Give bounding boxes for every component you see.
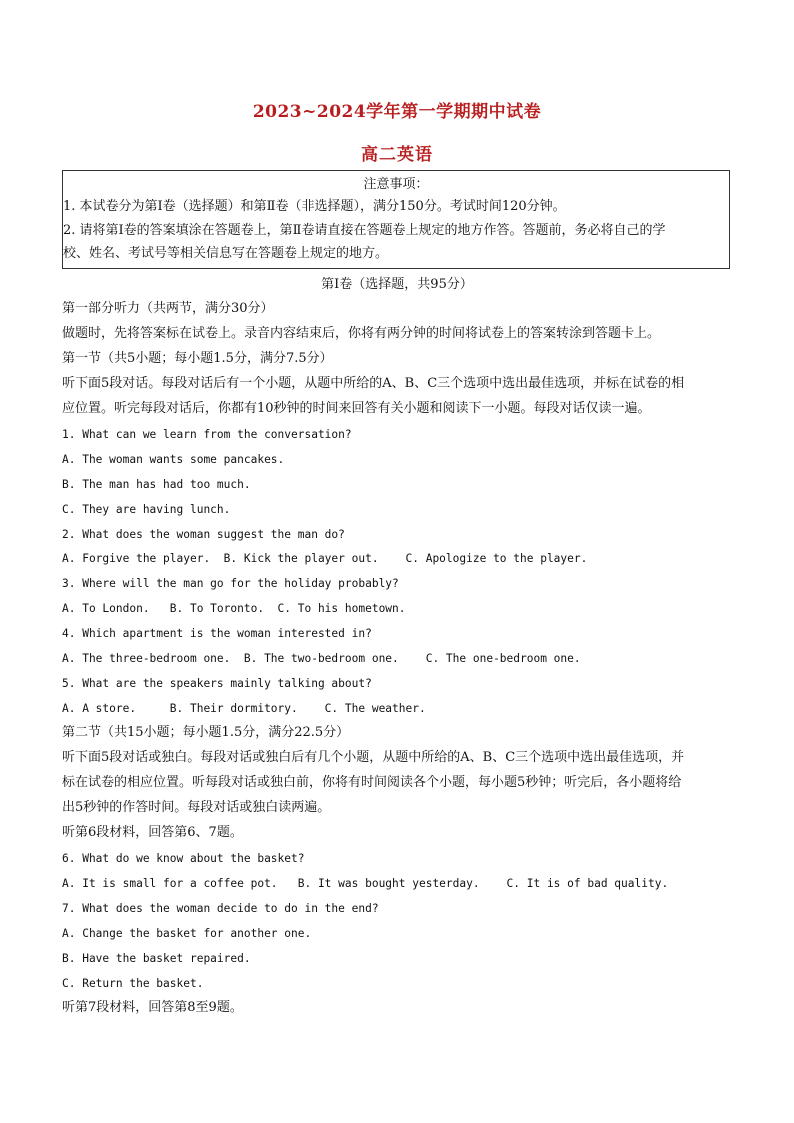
question-1-option-a: A. The woman wants some pancakes. <box>62 453 285 466</box>
section2-desc-line2: 标在试卷的相应位置。听每段对话或独白前，你将有时间阅读各个小题，每小题5秒钟；听完后，各小题将给 <box>62 775 682 790</box>
question-6: 6. What do we know about the basket? <box>62 852 305 865</box>
notice-item-2b: 校、姓名、考试号等相关信息写在答题卷上规定的地方。 <box>63 246 389 261</box>
question-3: 3. Where will the man go for the holiday probably? <box>62 577 399 590</box>
material-7-heading: 听第7段材料，回答第8至9题。 <box>62 1000 243 1015</box>
section1-desc-line1: 听下面5段对话。每段对话后有一个小题，从题中所给的A、B、C三个选项中选出最佳选项，并标在试卷的相 <box>62 376 685 391</box>
section1-heading: 第一节（共5小题；每小题1.5分，满分7.5分） <box>62 351 333 366</box>
section1-desc-line2: 应位置。听完每段对话后，你都有10秒钟的时间来回答有关小题和阅读下一小题。每段对话仅读一遍。 <box>62 401 651 416</box>
listening-instruction: 做题时，先将答案标在试卷上。录音内容结束后，你将有两分钟的时间将试卷上的答案转涂到答题卡上。 <box>62 326 661 341</box>
section2-desc-line3: 出5秒钟的作答时间。每段对话或独白读两遍。 <box>62 800 331 815</box>
question-7-option-a: A. Change the basket for another one. <box>62 927 312 940</box>
section2-heading: 第二节（共15小题；每小题1.5分，满分22.5分） <box>62 725 350 740</box>
exam-title: 2023~2024学年第一学期期中试卷 <box>252 102 542 122</box>
question-1-option-b: B. The man has had too much. <box>62 478 251 491</box>
notice-box <box>62 170 730 269</box>
notice-heading: 注意事项： <box>363 177 429 192</box>
notice-item-1: 1. 本试卷分为第Ⅰ卷（选择题）和第Ⅱ卷（非选择题），满分150分。考试时间120分钟。 <box>63 199 566 214</box>
material-6-heading: 听第6段材料，回答第6、7题。 <box>62 825 243 840</box>
question-7-option-b: B. Have the basket repaired. <box>62 952 251 965</box>
question-5-options: A. A store. B. Their dormitory. C. The weather. <box>62 702 426 715</box>
volume1-heading: 第Ⅰ卷（选择题，共95分） <box>321 277 473 292</box>
question-4: 4. Which apartment is the woman interested in? <box>62 627 372 640</box>
part1-heading: 第一部分听力（共两节，满分30分） <box>62 301 274 316</box>
notice-item-2a: 2. 请将第Ⅰ卷的答案填涂在答题卷上，第Ⅱ卷请直接在答题卷上规定的地方作答。答题前，务必将自己的学 <box>63 223 666 238</box>
question-1-option-c: C. They are having lunch. <box>62 503 231 516</box>
question-6-options: A. It is small for a coffee pot. B. It was bought yesterday. C. It is of bad quality. <box>62 877 669 890</box>
question-3-options: A. To London. B. To Toronto. C. To his hometown. <box>62 602 406 615</box>
exam-subject: 高二英语 <box>361 145 433 165</box>
question-2-options: A. Forgive the player. B. Kick the player out. C. Apologize to the player. <box>62 552 588 565</box>
section2-desc-line1: 听下面5段对话或独白。每段对话或独白后有几个小题，从题中所给的A、B、C三个选项中选出最佳选项，并 <box>62 750 685 765</box>
question-4-options: A. The three-bedroom one. B. The two-bedroom one. C. The one-bedroom one. <box>62 652 581 665</box>
question-2: 2. What does the woman suggest the man do? <box>62 528 345 541</box>
question-1: 1. What can we learn from the conversation? <box>62 428 352 441</box>
question-7: 7. What does the woman decide to do in the end? <box>62 902 379 915</box>
question-5: 5. What are the speakers mainly talking about? <box>62 677 372 690</box>
question-7-option-c: C. Return the basket. <box>62 977 204 990</box>
